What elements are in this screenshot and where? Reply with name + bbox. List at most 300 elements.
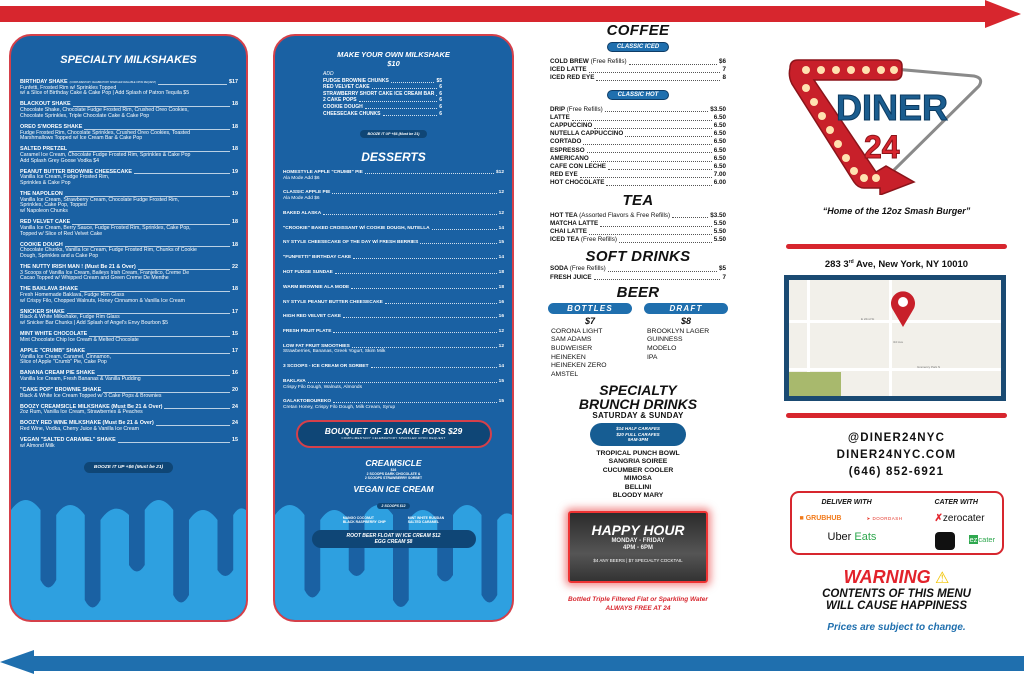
root-beer-float: ROOT BEER FLOAT W/ ICE CREAM $12 (346, 532, 441, 539)
item-price: 24 (232, 420, 238, 427)
menu-item (20, 371, 238, 382)
item-name-text: CHAI LATTE (550, 228, 587, 236)
item-price: 6.00 (713, 179, 726, 187)
location-map[interactable] (784, 275, 1006, 401)
address (784, 259, 1009, 270)
tagline: “Home of the 12oz Smash Burger” (822, 206, 971, 216)
menu-item (550, 163, 726, 171)
creamsicle-line: 2 SCOOPS DARK CHOCOLATE & (366, 472, 421, 477)
float-box (312, 530, 476, 548)
social-handle[interactable]: @DINER24NYC (847, 432, 946, 445)
item-name-text: COLD BREW (550, 58, 589, 65)
menu-item (550, 106, 726, 114)
milkshake-list (11, 80, 246, 450)
leader-dots (583, 144, 711, 145)
brunch-drink: TROPICAL PUNCH BOWL (596, 449, 680, 457)
uber-text: Uber (827, 531, 852, 544)
leader-dots (391, 82, 435, 83)
item-price: 6.50 (713, 163, 726, 171)
tea-list (540, 212, 736, 245)
item-name-text: ICED LATTE (550, 66, 587, 74)
menu-item (20, 405, 238, 416)
dessert-item (283, 314, 504, 320)
item-price: 15 (498, 379, 504, 385)
brunch-drink: CUCUMBER COOLER (602, 466, 674, 474)
deliver-with-label: DELIVER WITH (821, 499, 872, 507)
brunch-title: BRUNCH DRINKS (578, 396, 698, 413)
make-your-own-price: $10 (387, 59, 400, 68)
item-price: 15 (498, 240, 504, 246)
item-price: 7 (722, 273, 726, 281)
beer-title: BEER (616, 283, 660, 301)
item-name-text: HOT TEA (550, 211, 578, 219)
dessert-item (283, 300, 504, 306)
soft-drinks-title: SOFT DRINKS (585, 248, 691, 266)
draft-label: DRAFT (644, 303, 728, 314)
item-price: $5 (718, 265, 726, 273)
info-column (784, 50, 1009, 633)
item-price: 6.50 (713, 154, 726, 162)
happy-hour-box (568, 511, 708, 583)
menu-item (323, 111, 442, 118)
menu-item (550, 220, 726, 228)
item-note: (Free Refills) (580, 236, 617, 244)
item-price: 6.50 (713, 138, 726, 146)
menu-item (550, 274, 726, 282)
item-name: BIRTHDAY SHAKE (20, 79, 68, 85)
leader-dots (351, 288, 496, 289)
bottles-column (548, 303, 632, 380)
item-name: FRESH FRUIT PLATE (283, 329, 332, 335)
item-name-text: ICED RED EYE (550, 74, 595, 82)
item-description: Funfetti, Frosted Rim w/ Sprinkles Topped w/ a Slice of Birthday Cake & Cake Pop | Add Splash of Patron Tequila $5 (20, 84, 190, 97)
panel-title: SPECIALTY MILKSHAKES (60, 54, 197, 66)
desserts-panel (273, 34, 514, 622)
menu-item (550, 212, 726, 220)
classic-hot-label: CLASSIC HOT (607, 90, 669, 100)
item-price: $17 (229, 79, 238, 85)
leader-dots (591, 161, 712, 162)
item-price: 22 (232, 263, 238, 270)
soft-drinks-list (540, 265, 736, 281)
leader-dots (596, 80, 720, 81)
menu-item (20, 125, 238, 142)
item-price: 6.50 (713, 122, 726, 130)
item-name (550, 130, 623, 138)
happy-hour-time: 4PM - 6PM (622, 544, 653, 551)
menu-item (20, 80, 238, 97)
doordash-text: DOORDASH (872, 516, 903, 522)
menu-item (20, 421, 238, 432)
item-name: BAKLAVA (283, 379, 306, 385)
arrow-left-icon (0, 650, 34, 674)
item-name: BLACKOUT SHAKE (20, 101, 71, 108)
item-name: BOOZY RED WINE MILKSHAKE (Must Be 21 & Over) (20, 420, 154, 427)
item-price: 6 (439, 110, 442, 117)
item-price: 18 (232, 219, 238, 226)
menu-item (323, 78, 442, 85)
item-name: "CROOKIE" BAKED CROISSANT W/ COOKIE DOUGH, NUTELLA (283, 225, 430, 231)
item-price: 20 (232, 386, 238, 393)
item-price: 15 (498, 399, 504, 405)
item-name: SALTED PRETZEL (20, 146, 68, 153)
item-description: 2oz Rum, Vanilla Ice Cream, Strawberries & Peaches (20, 409, 143, 416)
item-header (283, 240, 504, 246)
item-price: 17 (232, 347, 238, 354)
item-description: Vanilla Ice Cream, Berry Sauce, Fudge Frosted Rim, Sprinkles, Cake Pop, Topped w/ Slice of Red Velvet Cake (20, 224, 191, 237)
leader-dots (672, 217, 708, 218)
draft-price: $8 (680, 315, 691, 326)
dessert-item (283, 329, 504, 335)
desserts-title: DESSERTS (361, 150, 426, 165)
leader-dots (164, 408, 230, 409)
item-name-text: CAPPUCCINO (550, 122, 593, 130)
item-price: 18 (232, 241, 238, 248)
menu-item (20, 192, 238, 215)
item-name (550, 220, 598, 228)
item-price: 14 (498, 255, 504, 261)
item-name: RED VELVET CAKE (20, 219, 71, 226)
full-carafe-price: $20 FULL CARAFES (616, 431, 660, 437)
leader-dots (118, 442, 230, 443)
item-price: 18 (498, 284, 504, 290)
item-name-text: FUDGE BROWNIE CHUNKS (323, 77, 389, 84)
item-name: OREO S'MORES SHAKE (20, 123, 83, 130)
warning-section (784, 567, 1009, 612)
menu-item (550, 179, 726, 187)
item-price: 16 (232, 370, 238, 377)
bouquet-title: BOUQUET OF 10 CAKE POPS $29 (324, 425, 463, 436)
leader-dots (333, 332, 496, 333)
divider (786, 413, 1007, 418)
menu-item (20, 243, 238, 260)
brunch-drink: BLOODY MARY (612, 492, 664, 500)
item-name: PEANUT BUTTER BROWNIE CHEESECAKE (20, 168, 133, 175)
specialty-milkshakes-panel (9, 34, 248, 622)
beer-item: BROOKLYN LAGER (647, 327, 710, 335)
drip-decoration (11, 470, 246, 620)
item-name: NY STYLE CHEESECAKE OF THE DAY W/ FRESH BERRIES (283, 240, 419, 246)
item-name-text: AMERICANO (550, 154, 589, 162)
catering-app-icon[interactable] (935, 532, 955, 550)
item-description: Mint Chocolate Chip Ice Cream & Melted Chocolate (20, 336, 139, 343)
contact-info (784, 430, 1009, 481)
map-street-label: Gramercy Park N (917, 365, 941, 370)
item-price: 6.50 (713, 146, 726, 154)
item-header (283, 314, 504, 320)
leader-dots (619, 242, 712, 243)
leader-dots (385, 303, 497, 304)
item-price: 5.50 (713, 236, 726, 244)
cake-pops-bouquet-box (296, 420, 492, 448)
brunch-title: SPECIALTY (599, 382, 677, 399)
bottom-blue-banner (30, 656, 1024, 671)
drinks-column (540, 22, 736, 613)
doordash-logo[interactable] (867, 516, 903, 522)
item-description: Caramel Ice Cream, Chocolate Fudge Frosted Rim, Sprinkles & Cake Pop Add Splash Grey Goose Vodka $4 (20, 151, 191, 164)
leader-dots (436, 95, 437, 96)
item-price: 6 (439, 97, 442, 104)
item-description: Crispy Filo Dough, Walnuts, Almonds (283, 384, 363, 390)
item-name: THE BAKLAVA SHAKE (20, 286, 78, 293)
item-name (550, 236, 617, 244)
item-price: 12 (498, 190, 504, 196)
item-name-text: HOT CHOCOLATE (550, 179, 605, 187)
item-name: HIGH RED VELVET CAKE (283, 314, 342, 320)
zerocater-logo[interactable] (935, 513, 985, 524)
leader-dots (432, 229, 497, 230)
item-description: Chocolate Shake, Chocolate Fudge Frosted Rim, Crushed Oreo Cookies, Chocolate Sprinkles, Triple Chocolate Cake & Cake Pop (20, 107, 189, 119)
item-price: 12 (498, 329, 504, 335)
item-price: 15 (232, 331, 238, 338)
booze-note: BOOZE IT UP +$6 (Must be 21) (360, 130, 428, 138)
menu-item (323, 84, 442, 91)
menu-item (20, 287, 238, 304)
menu-item (20, 349, 238, 366)
bouquet-subtitle: COMPLIMENTARY CELEBRATORY SPARKLER UPON REQUEST (341, 435, 446, 440)
item-price: 6 (439, 84, 442, 91)
eats-text: Eats (854, 531, 877, 544)
item-price: 24 (232, 403, 238, 410)
menu-item (550, 228, 726, 236)
ezcater-logo[interactable] (969, 535, 996, 544)
zerocater-text: zerocater (942, 513, 985, 525)
brunch-section (540, 383, 736, 501)
leader-dots (158, 84, 227, 85)
cater-with-label: CATER WITH (934, 499, 978, 507)
item-price: 5.50 (713, 228, 726, 236)
leader-dots (600, 226, 712, 227)
item-price: 12 (498, 343, 504, 349)
park (789, 372, 841, 401)
item-name (550, 228, 587, 236)
item-price: 15 (232, 437, 238, 444)
item-name (550, 212, 670, 220)
leader-dots (156, 425, 230, 426)
item-name: CLASSIC APPLE PIE (283, 190, 331, 196)
diner24-logo (784, 50, 1009, 195)
happy-hour-title: HAPPY HOUR (591, 521, 685, 538)
menu-item (550, 138, 726, 146)
item-price: 14 (498, 364, 504, 370)
item-name: THE NUTTY IRISH MAN ! (Must Be 21 & Over) (20, 263, 136, 270)
dessert-item (283, 255, 504, 261)
item-header (283, 270, 504, 276)
dessert-item (283, 399, 504, 410)
leader-dots (605, 111, 709, 112)
cater-text: cater (978, 535, 996, 545)
grubhub-logo[interactable] (800, 515, 842, 522)
item-note: (COMPLIMENTARY CELEBRATORY SPARKLER AVAILABLE UPON REQUEST) (69, 81, 157, 84)
item-note: (Free Refills) (590, 58, 627, 65)
vegan-flavor: MANGO COCONUT (342, 515, 374, 520)
item-name (323, 104, 363, 111)
dessert-item (283, 379, 504, 390)
beer-item: AMSTEL (551, 370, 579, 378)
brunch-pricing (590, 423, 686, 446)
item-name (550, 138, 581, 146)
menu-item (550, 74, 726, 82)
item-note: (Assorted Flavors & Free Refills) (579, 211, 671, 219)
item-price: 8 (722, 74, 726, 82)
item-note: (Free Refills) (569, 265, 606, 273)
leader-dots (333, 402, 497, 403)
website-link[interactable]: DINER24NYC.COM (836, 449, 957, 462)
creamsicle-price: $16 (390, 467, 397, 472)
item-description: Ala Mode Add $6 (283, 195, 320, 201)
item-price: 18 (232, 101, 238, 108)
item-name-text: COOKIE DOUGH (323, 103, 363, 110)
beer-item: CORONA LIGHT (551, 327, 603, 335)
item-price: $6 (718, 58, 726, 65)
leader-dots (365, 173, 494, 174)
dessert-item (283, 211, 504, 217)
item-description: Black & White Milkshake, Fudge Rim Glass w/ Snicker Bar Chunks | Add Splash of Angel's Envy Bourbon $5 (20, 314, 168, 327)
item-price: 16 (498, 299, 504, 305)
item-name (323, 91, 434, 98)
egg-cream: EGG CREAM $8 (374, 538, 413, 545)
item-name (550, 163, 606, 171)
leader-dots (606, 185, 711, 186)
brunch-hours: 9AM-3PM (627, 437, 649, 443)
item-header (283, 329, 504, 335)
item-price: $12 (495, 170, 504, 176)
add-on-list (323, 78, 442, 118)
item-name (550, 179, 604, 187)
item-description: Strawberries, Bananas, Greek Yogurt, Skim Milk (283, 349, 386, 355)
beer-item: BUDWEISER (551, 345, 593, 353)
make-your-own-title: MAKE YOUR OWN MILKSHAKE (337, 50, 450, 59)
map-pin-icon (890, 290, 916, 328)
item-description: Red Wine, Vodka, Cherry Juice & Vanilla Ice Cream (20, 426, 139, 433)
item-name-text: ICED TEA (550, 236, 580, 244)
item-name-text: CAFE CON LECHE (550, 163, 606, 171)
menu-item (550, 171, 726, 179)
brunch-days: SATURDAY & SUNDAY (592, 411, 684, 421)
beer-item: SAM ADAMS (551, 336, 592, 344)
item-price: $3.50 (710, 105, 726, 113)
item-header (283, 211, 504, 217)
menu-item (550, 265, 726, 273)
phone-number[interactable]: (646) 852-6921 (848, 466, 945, 479)
item-name (550, 114, 570, 122)
item-name: "CAKE POP" BROWNIE SHAKE (20, 386, 102, 393)
map-street-label: E 22nd St (861, 317, 875, 322)
leader-dots (572, 120, 712, 121)
item-price: 18 (232, 146, 238, 153)
item-description: w/ Almond Milk (20, 442, 55, 449)
leader-dots (323, 214, 496, 215)
item-price: 18 (232, 123, 238, 130)
bottles-price: $7 (584, 315, 595, 326)
leader-dots (587, 152, 712, 153)
item-name-text: 2 CAKE POPS (323, 97, 357, 104)
item-name (550, 66, 587, 74)
beer-item: MODELO (647, 345, 677, 353)
beer-item: GUINNESS (647, 336, 683, 344)
brunch-drink: MIMOSA (624, 475, 652, 483)
item-price: 17 (232, 308, 238, 315)
dessert-item (283, 285, 504, 291)
item-name (550, 147, 585, 155)
menu-item (550, 66, 726, 74)
menu-item (20, 388, 238, 399)
item-name: WARM BROWNIE ALA MODE (283, 284, 350, 290)
item-name (550, 171, 578, 179)
item-header (283, 364, 504, 370)
happy-hour-offer: $4 ANY BEERS | $7 SPECIALTY COCKTAIL (593, 557, 683, 563)
leader-dots (371, 367, 497, 368)
item-name-text: FRESH JUICE (550, 273, 592, 281)
item-description: Vanilla Ice Cream, Fresh Bananas & Vanilla Pudding (20, 375, 141, 382)
item-price: 19 (232, 191, 238, 198)
leader-dots (608, 169, 712, 170)
address-rest: Ave, New York, NY 10010 (853, 259, 969, 271)
menu-item (550, 58, 726, 66)
item-name-text: CHEESECAKE CHUNKS (323, 110, 381, 117)
item-price: $3.50 (710, 211, 726, 219)
item-name-text: RED EYE (550, 171, 578, 179)
menu-item (550, 114, 726, 122)
vegan-price: 2 SCOOPS $12 (377, 503, 411, 509)
menu-item (20, 147, 238, 164)
item-price: 16 (498, 314, 504, 320)
ubereats-logo[interactable] (828, 531, 877, 543)
map-street-label: 3rd Ave (893, 340, 904, 345)
dessert-item (283, 226, 504, 232)
item-name (550, 106, 603, 114)
item-name: THE NAPOLEON (20, 191, 63, 198)
beer-item: HEINEKEN (551, 353, 586, 361)
menu-item (550, 147, 726, 155)
item-name: BAKED ALASKA (283, 210, 322, 216)
top-red-banner (0, 6, 990, 22)
leader-dots (625, 136, 712, 137)
water-line: ALWAYS FREE AT 24 (605, 604, 671, 612)
item-name-text: ESPRESSO (550, 146, 585, 154)
divider (786, 244, 1007, 249)
leader-dots (134, 173, 230, 174)
leader-dots (383, 115, 438, 116)
item-price: 7.00 (713, 171, 726, 179)
leader-dots (332, 193, 496, 194)
coffee-title: COFFEE (606, 22, 670, 39)
item-name: VEGAN "SALTED CARAMEL" SHAKE (20, 437, 116, 444)
water-line: Bottled Triple Filtered Flat or Sparkling Water (568, 595, 708, 603)
item-name-text: RED VELVET CAKE (323, 84, 370, 91)
item-name: COOKIE DOUGH (20, 241, 63, 248)
brunch-drink: SANGRIA SOIREE (608, 458, 668, 466)
dessert-list (275, 170, 512, 410)
menu-item (20, 332, 238, 343)
address-suffix: rd (848, 259, 854, 265)
water-note (540, 595, 736, 613)
item-name: NY STYLE PEANUT BUTTER CHEESECAKE (283, 299, 383, 305)
item-price: 6.50 (713, 130, 726, 138)
warning-title: WARNING (843, 567, 931, 588)
item-name: HOT FUDGE SUNDAE (283, 269, 333, 275)
leader-dots (372, 88, 438, 89)
creamsicle-line: 2 SCOOPS STRAWBERRY SORBET (364, 476, 423, 481)
item-header (283, 255, 504, 261)
item-name-text: CORTADO (550, 138, 582, 146)
item-name (550, 122, 592, 130)
vegan-flavor: MINT WHITE RUSSIAN (407, 515, 445, 520)
menu-item (20, 102, 238, 119)
leader-dots (420, 243, 496, 244)
hot-coffee-list (540, 106, 736, 188)
menu-item (20, 170, 238, 187)
